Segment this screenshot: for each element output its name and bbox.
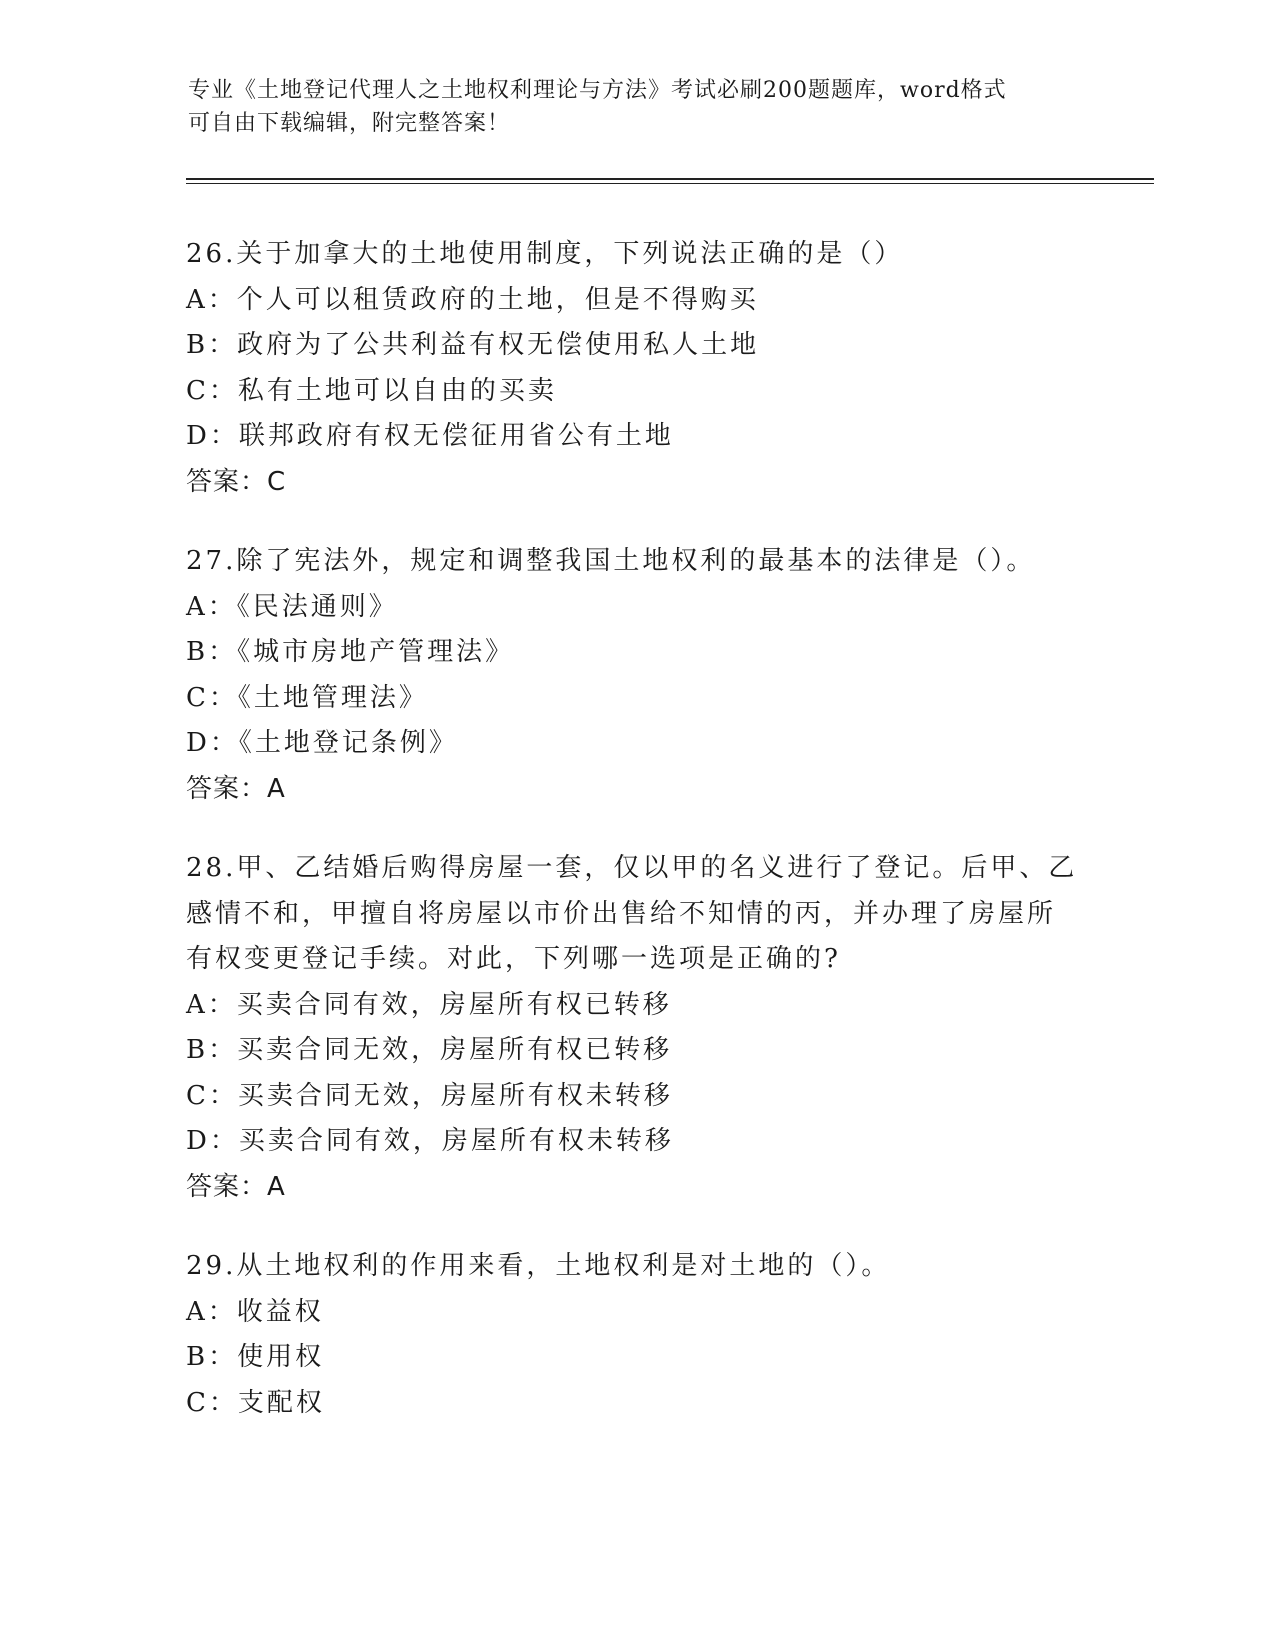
question-27: [186, 539, 1086, 812]
option-c: C：买卖合同无效，房屋所有权未转移: [186, 1080, 673, 1111]
option-a: A：《民法通则》: [186, 591, 398, 622]
header-line-1: 专业《土地登记代理人之土地权利理论与方法》考试必刷200题题库，word格式: [188, 78, 1007, 103]
option-a: A：买卖合同有效，房屋所有权已转移: [186, 989, 672, 1020]
option-a: A：个人可以租赁政府的土地，但是不得购买: [186, 284, 759, 315]
answer: 答案：A: [186, 773, 286, 804]
option-c: C：支配权: [186, 1387, 325, 1418]
option-b: B：使用权: [186, 1342, 325, 1372]
question-stem-line-2: 感情不和，甲擅自将房屋以市价出售给不知情的丙，并办理了房屋所: [186, 898, 1057, 929]
option-c: C：《土地管理法》: [186, 682, 428, 713]
question-stem: 26.关于加拿大的土地使用制度，下列说法正确的是（）: [186, 239, 904, 269]
option-b: B：《城市房地产管理法》: [186, 637, 515, 667]
option-d: D：《土地登记条例》: [186, 728, 458, 758]
option-b: B：买卖合同无效，房屋所有权已转移: [186, 1035, 673, 1065]
option-d: D：买卖合同有效，房屋所有权未转移: [186, 1126, 674, 1156]
header-line-2: 可自由下载编辑，附完整答案！: [188, 111, 511, 136]
option-b: B：政府为了公共利益有权无偿使用私人土地: [186, 330, 760, 360]
option-d: D：联邦政府有权无偿征用省公有土地: [186, 421, 674, 451]
question-stem: 29.从土地权利的作用来看，土地权利是对土地的（）。: [186, 1251, 891, 1281]
question-28: [186, 846, 1086, 1210]
question-26: [186, 232, 1086, 505]
question-stem: 27.除了宪法外，规定和调整我国土地权利的最基本的法律是（）。: [186, 546, 1036, 576]
header-divider: [186, 178, 1154, 180]
option-a: A：收益权: [186, 1296, 324, 1327]
question-stem-line-1: 28.甲、乙结婚后购得房屋一套，仅以甲的名义进行了登记。后甲、乙: [186, 853, 1078, 883]
question-list: [186, 232, 1086, 1460]
answer: 答案：C: [186, 466, 287, 497]
option-c: C：私有土地可以自由的买卖: [186, 375, 557, 406]
question-stem-line-3: 有权变更登记手续。对此，下列哪一选项是正确的?: [186, 944, 841, 974]
answer: 答案：A: [186, 1171, 286, 1202]
question-29: [186, 1244, 1086, 1426]
document-header: [188, 74, 1088, 140]
header-divider-thin: [186, 183, 1154, 184]
